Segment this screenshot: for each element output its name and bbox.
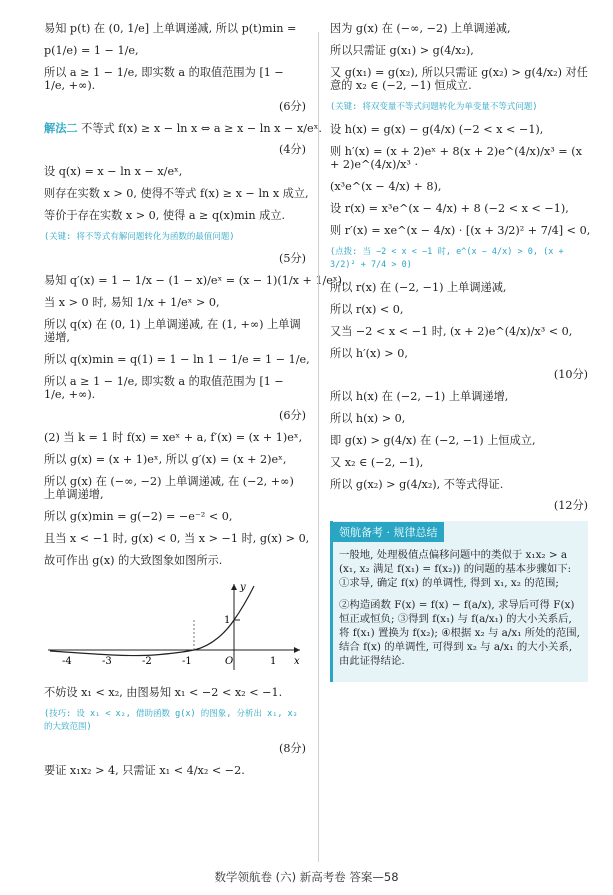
text-line: 所以 a ≥ 1 − 1/e, 即实数 a 的取值范围为 [1 − 1/e, +∞).: [44, 375, 284, 401]
score-label: (5分): [278, 252, 306, 265]
x-tick-label: -3: [102, 656, 112, 667]
summary-box: [330, 521, 588, 682]
text-line: (2) 当 k = 1 时 f(x) = xeˣ + a, f′(x) = (x + 1)eˣ,: [44, 431, 303, 444]
score-label: (4分): [278, 143, 306, 156]
origin-label: O: [225, 656, 234, 667]
column-divider: [318, 32, 319, 862]
x-axis-label: x: [294, 656, 300, 667]
text-line: 又 x₂ ∈ (−2, −1),: [330, 456, 424, 469]
score-label: (6分): [278, 100, 306, 113]
x-tick-label: -2: [142, 656, 152, 667]
text-line: 故可作出 g(x) 的大致图象如图所示.: [44, 554, 223, 567]
text-line: 所以 r(x) 在 (−2, −1) 上单调递减,: [330, 281, 507, 294]
text-line: 设 q(x) = x − ln x − x/eˣ,: [44, 165, 183, 178]
x-tick-label: 1: [270, 656, 277, 667]
technique-note: (技巧: 设 x₁ < x₂, 借助函数 g(x) 的图象, 分析出 x₁, x₂ 的大致范围): [44, 709, 298, 732]
score-label: (8分): [278, 742, 306, 755]
x-axis-arrow-icon: [294, 647, 300, 653]
text-line: 所以 g(x)min = g(−2) = −e⁻² < 0,: [44, 510, 233, 523]
text-line: 则 r′(x) = xe^(x − 4/x) · [(x + 3/2)² + 7/4] < 0,: [330, 224, 591, 237]
function-graph: [44, 580, 306, 672]
key-note: (关键: 将不等式有解问题转化为函数的最值问题): [44, 232, 235, 242]
text-line: 所以 q(x)min = q(1) = 1 − ln 1 − 1/e = 1 − 1/e,: [44, 353, 310, 366]
text-line: 所以 h(x) 在 (−2, −1) 上单调递增,: [330, 390, 509, 403]
text-line: 所以 q(x) 在 (0, 1) 上单调递减, 在 (1, +∞) 上单调递增,: [44, 318, 301, 344]
text-line: 又 g(x₁) = g(x₂), 所以只需证 g(x₂) > g(4/x₂) 对任意的 x₂ ∈ (−2, −1) 恒成立.: [330, 66, 588, 92]
x-tick-label: -1: [182, 656, 192, 667]
y-tick-label: 1: [224, 615, 231, 626]
text-line: 所以 g(x) = (x + 1)eˣ, 所以 g′(x) = (x + 2)eˣ,: [44, 453, 287, 466]
x-tick-label: -4: [62, 656, 72, 667]
score-label: (6分): [278, 409, 306, 422]
text-line: 则 h′(x) = (x + 2)eˣ + 8(x + 2)e^(4/x)/x³ = (x + 2)e^(4/x)/x³ ·: [330, 145, 582, 171]
score-label: (12分): [553, 499, 588, 512]
text-line: 要证 x₁x₂ > 4, 只需证 x₁ < 4/x₂ < −2.: [44, 764, 245, 777]
text-line: 所以 g(x₂) > g(4/x₂), 不等式得证.: [330, 478, 504, 491]
text-line: 不等式 f(x) ≥ x − ln x ⇔ a ≥ x − ln x − x/eˣ.: [81, 122, 322, 135]
hint-note: (点拨: 当 −2 < x < −1 时, e^(x − 4/x) > 0, (x + 3/2)² + 7/4 > 0): [330, 247, 564, 270]
text-line: 设 h(x) = g(x) − g(4/x) (−2 < x < −1),: [330, 123, 544, 136]
text-line: 所以 g(x) 在 (−∞, −2) 上单调递减, 在 (−2, +∞) 上单调递增,: [44, 475, 294, 501]
summary-paragraph: ②构造函数 F(x) = f(x) − f(a/x), 求导后可得 F(x) 恒正或恒负; ③得到 f(x₁) 与 f(a/x₁) 的大小关系后, 将 f(x₁) 置换为 f(x₂); ④根据 x₂ 与 a/x₁ 所处的范围, 结合 f(x) 的单调性, 可得到 x₂ 与 a/x₁ 的大小关系, 由此证得结论.: [339, 599, 580, 667]
text-line: 即 g(x) > g(4/x) 在 (−2, −1) 上恒成立,: [330, 434, 536, 447]
text-line: 所以 r(x) < 0,: [330, 303, 404, 316]
text-line: 所以 h′(x) > 0,: [330, 347, 408, 360]
text-line: 不妨设 x₁ < x₂, 由图易知 x₁ < −2 < x₂ < −1.: [44, 686, 283, 699]
text-line: 且当 x < −1 时, g(x) < 0, 当 x > −1 时, g(x) > 0,: [44, 532, 310, 545]
right-column: [330, 22, 591, 682]
text-line: 易知 p(t) 在 (0, 1/e] 上单调递减, 所以 p(t)min =: [44, 22, 297, 35]
method-two-header: 解法二: [44, 122, 78, 135]
text-line: 等价于存在实数 x > 0, 使得 a ≥ q(x)min 成立.: [44, 209, 286, 222]
text-line: 所以只需证 g(x₁) > g(4/x₂),: [330, 44, 474, 57]
text-line: 因为 g(x) 在 (−∞, −2) 上单调递减,: [330, 22, 511, 35]
y-axis-arrow-icon: [231, 584, 237, 590]
key-note: (关键: 将双变量不等式问题转化为单变量不等式问题): [330, 102, 538, 112]
left-column: [44, 22, 346, 786]
text-line: 所以 h(x) > 0,: [330, 412, 406, 425]
text-line: 易知 q′(x) = 1 − 1/x − (1 − x)/eˣ = (x − 1)(1/x + 1/eˣ),: [44, 274, 346, 287]
score-label: (10分): [553, 368, 588, 381]
text-line: p(1/e) = 1 − 1/e,: [44, 44, 139, 57]
page-footer: 数学领航卷 (六) 新高考卷 答案—58: [214, 870, 399, 884]
summary-title: 领航备考 · 规律总结: [333, 522, 444, 542]
summary-paragraph: 一般地, 处理极值点偏移问题中的类似于 x₁x₂ > a (x₁, x₂ 满足 f(x₁) = f(x₂)) 的问题的基本步骤如下: ①求导, 确定 f(x) 的单调性, 得到 x₁, x₂ 的范围;: [339, 549, 572, 589]
y-axis-label: y: [240, 582, 246, 593]
text-line: 又当 −2 < x < −1 时, (x + 2)e^(4/x)/x³ < 0,: [330, 325, 573, 338]
text-line: 设 r(x) = x³e^(x − 4/x) + 8 (−2 < x < −1),: [330, 202, 569, 215]
text-line: 则存在实数 x > 0, 使得不等式 f(x) ≥ x − ln x 成立,: [44, 187, 309, 200]
text-line: 所以 a ≥ 1 − 1/e, 即实数 a 的取值范围为 [1 − 1/e, +∞).: [44, 66, 284, 92]
text-line: 当 x > 0 时, 易知 1/x + 1/eˣ > 0,: [44, 296, 220, 309]
text-line: (x³e^(x − 4/x) + 8),: [330, 180, 442, 193]
